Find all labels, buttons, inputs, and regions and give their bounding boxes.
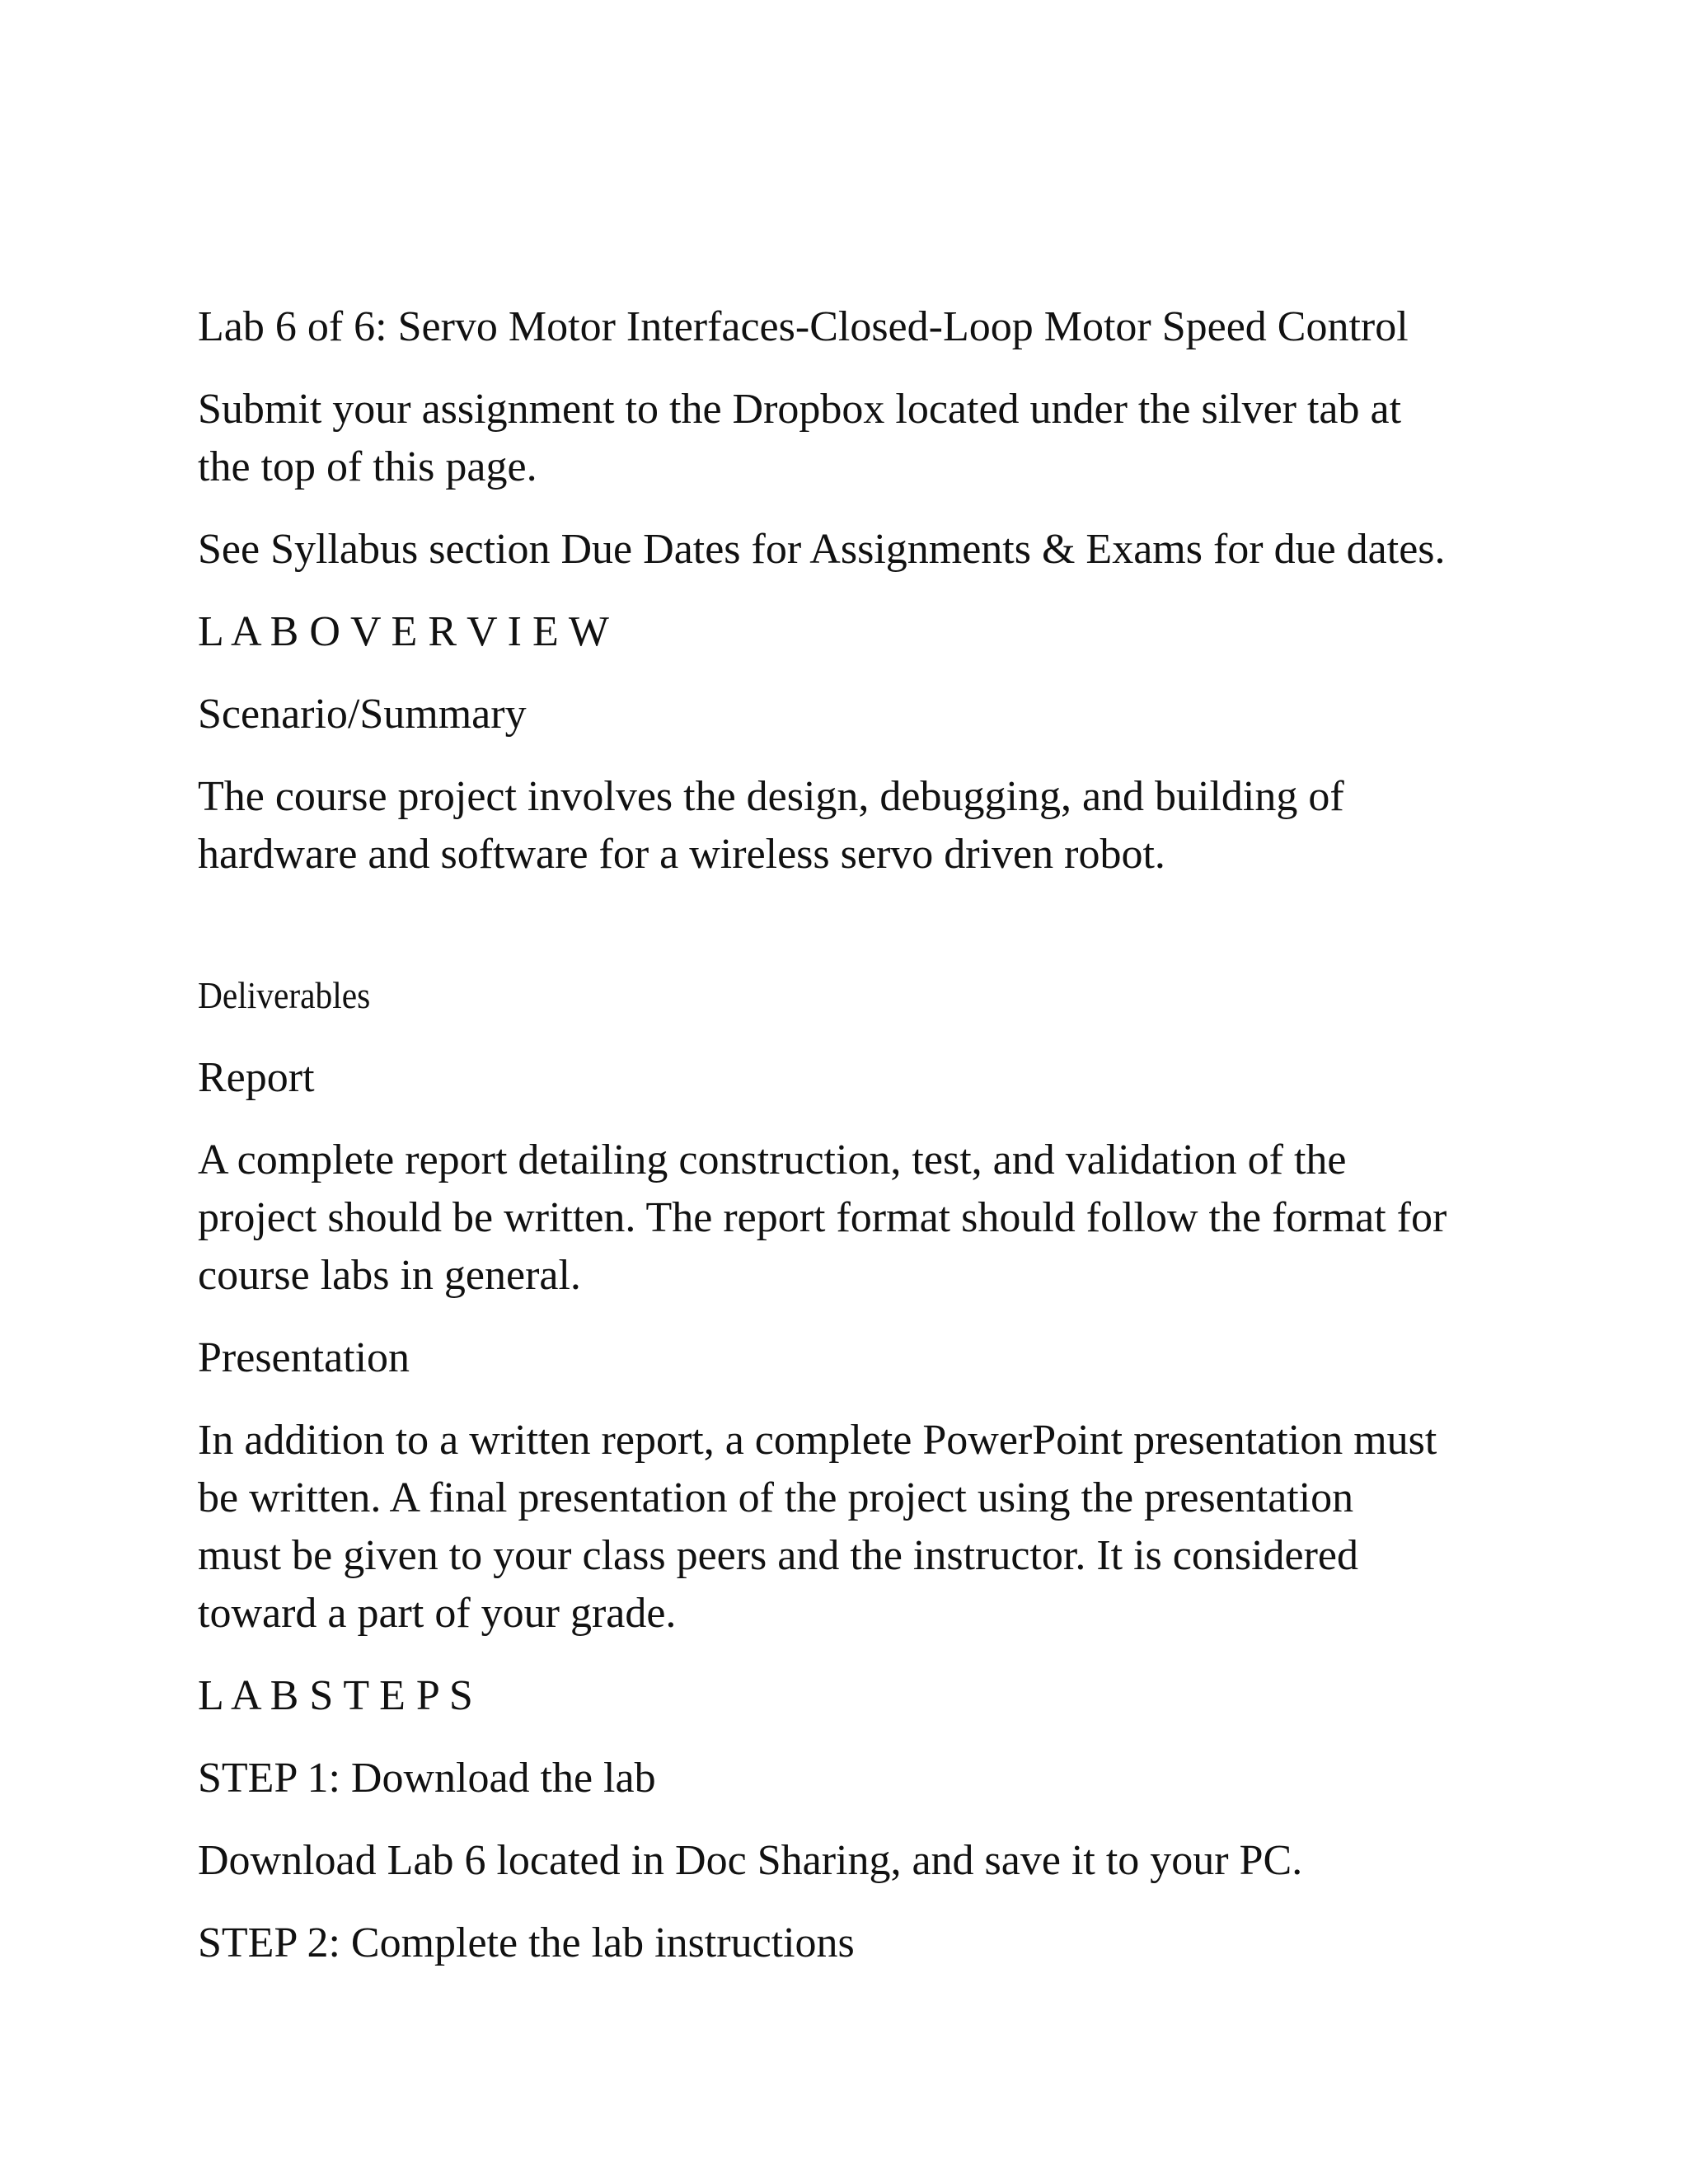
document-body <box>198 298 1500 1972</box>
report-text: A complete report detailing construction, test, and validation of the project should be written. The report format should follow the format for course labs in general. <box>198 1137 1447 1299</box>
deliverables-heading-wrap <box>198 908 1500 1024</box>
step2-heading: STEP 2: Complete the lab instructions <box>198 1919 855 1966</box>
step1-text: Download Lab 6 located in Doc Sharing, and save it to your PC. <box>198 1837 1303 1884</box>
submit-instructions: Submit your assignment to the Dropbox located under the silver tab at the top of this page. <box>198 386 1402 490</box>
lab-overview-heading: L A B O V E R V I E W <box>198 608 609 655</box>
scenario-heading: Scenario/Summary <box>198 691 527 738</box>
scenario-text: The course project involves the design, debugging, and building of hardware and software for a wireless servo driven robot. <box>198 773 1344 878</box>
lab-steps-heading: L A B S T E P S <box>198 1672 473 1719</box>
presentation-text: In addition to a written report, a complete PowerPoint presentation must be written. A final presentation of the project using the presentation must be given to your class peers and the instructor. It is considered toward a part of your grade. <box>198 1417 1437 1637</box>
report-heading: Report <box>198 1054 315 1101</box>
due-dates-note: See Syllabus section Due Dates for Assignments & Exams for due dates. <box>198 526 1446 573</box>
lab-title: Lab 6 of 6: Servo Motor Interfaces-Closed-Loop Motor Speed Control <box>198 303 1409 350</box>
presentation-heading: Presentation <box>198 1334 410 1381</box>
step1-heading: STEP 1: Download the lab <box>198 1755 656 1802</box>
deliverables-heading: Deliverables <box>198 974 371 1016</box>
